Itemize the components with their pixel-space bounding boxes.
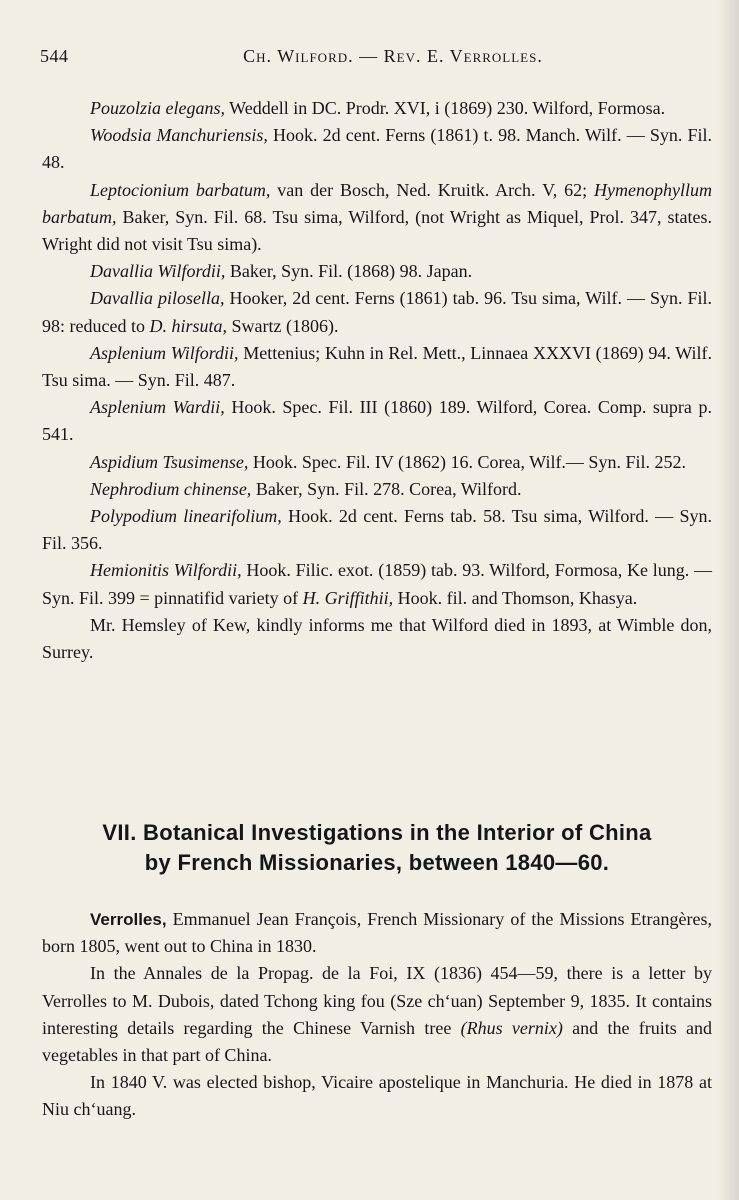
reference-entry	[42, 476, 712, 503]
note-text: Mr. Hemsley of Kew, kindly informs me that Wilford died in 1893, at Wimble don, Surrey.	[42, 614, 712, 663]
citation-text: Mettenius; Kuhn in Rel. Mett., Linnaea XXXVI (1869) 94. Wilf. Tsu sima. — Syn. Fil. 487.	[42, 342, 712, 391]
citation-text: Baker, Syn. Fil. 278. Corea, Wilford.	[251, 478, 522, 499]
reference-entry	[42, 95, 712, 122]
paragraph-text: In the Annales de la Propag. de la Foi, IX (1836) 454—59, there is a letter by Verrolles to M. Dubois, dated Tchong king fou (Sze chʻuan) September 9, 1835. It contains interesting details regarding the Chinese Varnish tree	[42, 963, 712, 1038]
reference-entry	[42, 557, 712, 611]
species-name: H. Griffithii,	[302, 587, 394, 608]
citation-text: Hook. 2d cent. Ferns tab. 58. Tsu sima, Wilford. — Syn. Fil. 356.	[42, 506, 713, 554]
species-name: Asplenium Wardii,	[90, 397, 225, 418]
citation-text: Hook. 2d cent. Ferns (1861) t. 98. Manch. Wilf. — Syn. Fil. 48.	[42, 125, 712, 173]
reference-entry	[42, 394, 712, 448]
species-name: Pouzolzia elegans,	[90, 98, 225, 118]
section-title-line-2: by French Missionaries, between 1840—60.	[144, 850, 610, 875]
species-name: (Rhus vernix)	[460, 1017, 563, 1038]
reference-entry	[42, 340, 712, 394]
citation-text: Hook. Spec. Fil. IV (1862) 16. Corea, Wilf.— Syn. Fil. 252.	[248, 451, 686, 472]
citation-text: Hook. Filic. exot. (1859) tab. 93. Wilford, Formosa, Ke lung. — Syn. Fil. 399 = pinnatifid variety of	[42, 560, 712, 608]
paragraph-text: In 1840 V. was elected bishop, Vicaire apostelique in Manchuria. He died in 1878 at Niu chʻuang.	[42, 1072, 712, 1120]
species-name: Nephrodium chinense,	[90, 478, 252, 499]
person-name: Verrolles,	[90, 910, 167, 929]
citation-text: Baker, Syn. Fil. 68. Tsu sima, Wilford, (not Wright as Miquel, Prol. 347, states. Wright did not visit Tsu sima).	[42, 206, 712, 255]
biography-paragraph	[42, 906, 712, 960]
annales-paragraph	[42, 960, 712, 1069]
reference-entry	[42, 503, 712, 557]
species-name: Leptocionium barbatum,	[90, 179, 271, 200]
page-number: 544	[40, 46, 69, 66]
citation-text: Baker, Syn. Fil. (1868) 98. Japan.	[225, 261, 473, 282]
species-name: Asplenium Wilfordii,	[90, 342, 239, 363]
reference-entry	[42, 285, 712, 339]
citation-text: van der Bosch, Ned. Kruitk. Arch. V, 62;	[270, 179, 595, 200]
reference-entry	[42, 122, 712, 176]
bishop-paragraph	[42, 1069, 712, 1123]
species-name: Hemionitis Wilfordii,	[90, 560, 242, 581]
species-name: Polypodium linearifolium,	[90, 506, 282, 527]
reference-entry	[42, 258, 712, 285]
citation-text: Hook. Spec. Fil. III (1860) 189. Wilford, Corea. Comp. supra p. 541.	[42, 397, 712, 445]
section-heading	[42, 818, 712, 878]
reference-entry	[42, 449, 712, 476]
paragraph-text: and the fruits and vegetables in that part of China.	[42, 1017, 713, 1066]
species-name: D. hirsuta,	[149, 315, 227, 336]
species-name: Hymenophyllum barbatum,	[42, 179, 712, 227]
species-name: Aspidium Tsusimense,	[90, 451, 249, 472]
section-title-line-1: VII. Botanical Investigations in the Interior of China	[102, 820, 652, 845]
running-head: Ch. Wilford. — Rev. E. Verrolles.	[243, 46, 543, 66]
citation-text: Hooker, 2d cent. Ferns (1861) tab. 96. Tsu sima, Wilf. — Syn. Fil. 98: reduced to	[42, 288, 712, 336]
reference-list	[42, 95, 712, 666]
species-name: Davallia Wilfordii,	[90, 261, 226, 282]
biography-text: Emmanuel Jean François, French Missionary of the Missions Etrangères, born 1805, went out to China in 1830.	[42, 909, 712, 957]
section-body	[42, 906, 712, 1124]
page-edge-shadow	[717, 0, 739, 1200]
citation-text: Weddell in DC. Prodr. XVI, i (1869) 230. Wilford, Formosa.	[225, 98, 666, 118]
citation-text: Hook. fil. and Thomson, Khasya.	[393, 587, 638, 608]
note-paragraph	[42, 612, 712, 666]
page-header	[40, 46, 716, 72]
reference-entry	[42, 177, 712, 259]
citation-text: Swartz (1806).	[226, 315, 339, 336]
species-name: Davallia pilosella,	[90, 288, 225, 309]
species-name: Woodsia Manchuriensis,	[90, 125, 268, 146]
